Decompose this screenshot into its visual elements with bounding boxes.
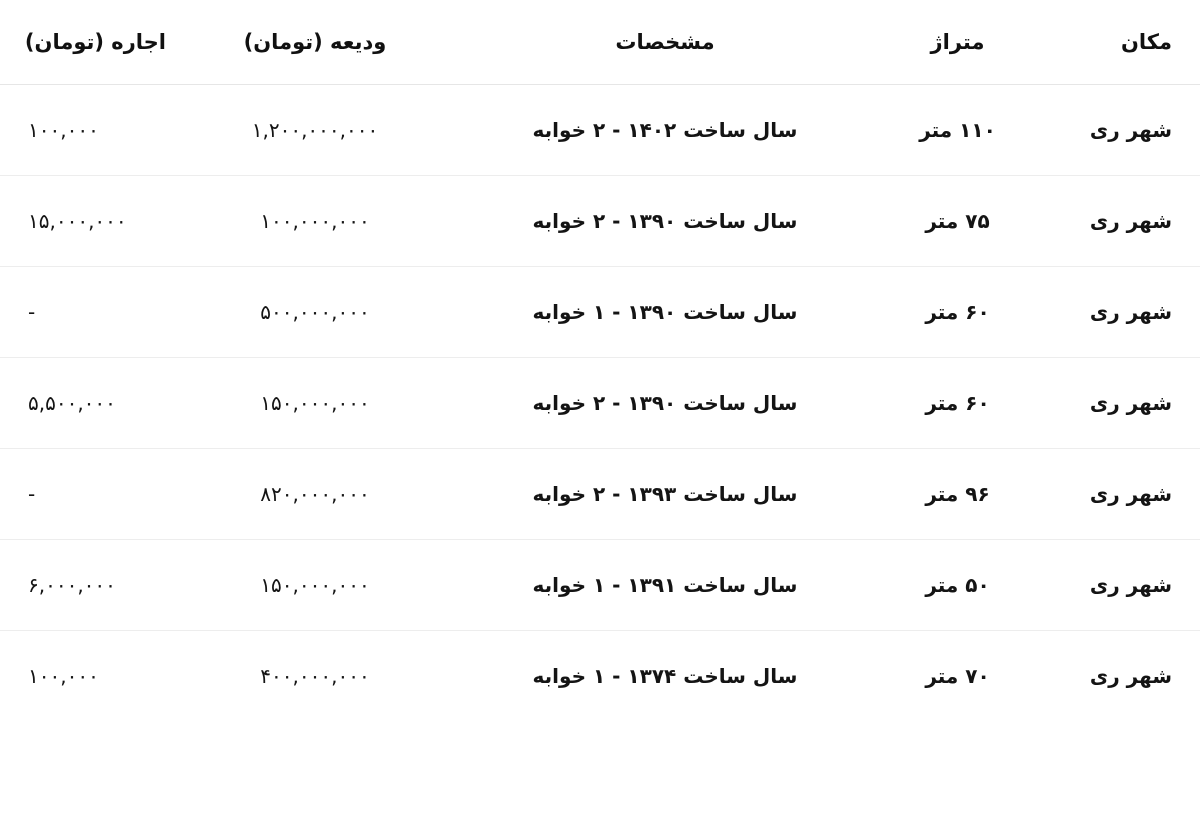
cell-deposit: ۱۰۰,۰۰۰,۰۰۰ (190, 176, 440, 267)
table-row (0, 631, 1200, 722)
cell-spec: سال ساخت ۱۳۹۱ - ۱ خوابه (440, 540, 890, 631)
table-row (0, 449, 1200, 540)
cell-spec: سال ساخت ۱۳۷۴ - ۱ خوابه (532, 664, 798, 688)
column-header-rent: اجاره (تومان) (0, 0, 190, 85)
cell-rent: - (0, 267, 190, 358)
table-row (0, 540, 1200, 631)
cell-area: ۷۰ متر (925, 664, 990, 688)
table-header (0, 0, 1200, 85)
cell-deposit: ۵۰۰,۰۰۰,۰۰۰ (190, 267, 440, 358)
cell-spec: سال ساخت ۱۳۹۰ - ۲ خوابه (440, 358, 890, 449)
cell-deposit: ۱۵۰,۰۰۰,۰۰۰ (190, 358, 440, 449)
column-header-area: متراژ (890, 0, 1025, 85)
table-body (0, 85, 1200, 722)
table-header-row (0, 0, 1200, 85)
cell-rent: ۵,۵۰۰,۰۰۰ (0, 358, 190, 449)
cell-area: ۶۰ متر (890, 358, 1025, 449)
cell-place: شهر ری (1025, 358, 1200, 449)
cell-area: ۱۱۰ متر (890, 85, 1025, 176)
cell-rent: ۱۰۰,۰۰۰ (28, 664, 99, 688)
cell-area: ۶۰ متر (890, 267, 1025, 358)
cell-deposit: ۱,۲۰۰,۰۰۰,۰۰۰ (190, 85, 440, 176)
cell-place: شهر ری (1089, 664, 1172, 688)
cell-area: ۹۶ متر (890, 449, 1025, 540)
cell-rent: ۶,۰۰۰,۰۰۰ (0, 540, 190, 631)
cell-place: شهر ری (1025, 267, 1200, 358)
cell-spec: سال ساخت ۱۳۹۳ - ۲ خوابه (440, 449, 890, 540)
cell-deposit: ۴۰۰,۰۰۰,۰۰۰ (260, 664, 370, 688)
cell-spec: سال ساخت ۱۳۹۰ - ۱ خوابه (440, 267, 890, 358)
column-header-place: مکان (1025, 0, 1200, 85)
cell-spec: سال ساخت ۱۳۹۰ - ۲ خوابه (440, 176, 890, 267)
cell-place: شهر ری (1025, 85, 1200, 176)
table-row (0, 267, 1200, 358)
table-row (0, 176, 1200, 267)
cell-rent: ۱۰۰,۰۰۰ (0, 85, 190, 176)
cell-area: ۷۵ متر (890, 176, 1025, 267)
column-header-spec: مشخصات (440, 0, 890, 85)
cell-rent: ۱۵,۰۰۰,۰۰۰ (0, 176, 190, 267)
table-row (0, 358, 1200, 449)
cell-deposit: ۸۲۰,۰۰۰,۰۰۰ (190, 449, 440, 540)
cell-place: شهر ری (1025, 540, 1200, 631)
column-header-deposit: ودیعه (تومان) (190, 0, 440, 85)
table-row (0, 85, 1200, 176)
cell-rent: - (0, 449, 190, 540)
cell-spec: سال ساخت ۱۴۰۲ - ۲ خوابه (440, 85, 890, 176)
cell-place: شهر ری (1025, 449, 1200, 540)
cell-area: ۵۰ متر (890, 540, 1025, 631)
cell-deposit: ۱۵۰,۰۰۰,۰۰۰ (190, 540, 440, 631)
cell-place: شهر ری (1025, 176, 1200, 267)
